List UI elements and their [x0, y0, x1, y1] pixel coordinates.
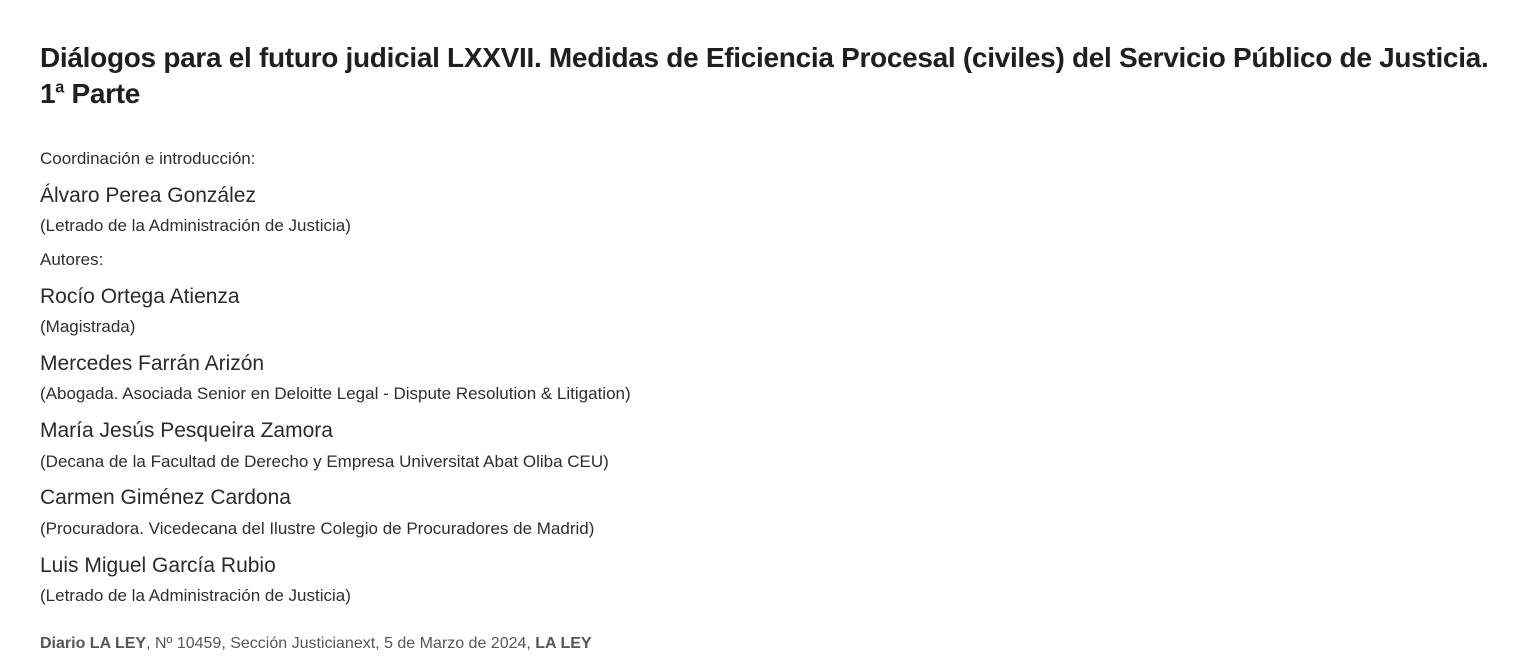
author-name: Carmen Giménez Cardona: [40, 486, 291, 510]
author-role: (Procuradora. Vicedecana del Ilustre Colegio de Procuradores de Madrid): [40, 518, 595, 538]
author-name: Rocío Ortega Atienza: [40, 284, 240, 308]
citation-publication: Diario LA LEY: [40, 634, 147, 652]
author-role: (Abogada. Asociada Senior en Deloitte Legal - Dispute Resolution & Litigation): [40, 384, 631, 404]
citation-publisher: LA LEY: [535, 634, 592, 652]
coordinator-role: (Letrado de la Administración de Justicia): [40, 215, 351, 235]
author-name: María Jesús Pesqueira Zamora: [40, 419, 333, 443]
author-entry: [40, 484, 1500, 540]
author-name: Luis Miguel García Rubio: [40, 553, 276, 577]
author-entry: [40, 350, 1500, 406]
citation-line: [40, 634, 1500, 655]
author-name: Mercedes Farrán Arizón: [40, 352, 265, 375]
authors-label: Autores:: [40, 249, 104, 269]
page-title: [40, 40, 1500, 112]
page-title-part: Parte: [64, 77, 141, 109]
coordination-label: Coordinación e introducción:: [40, 148, 256, 168]
citation-details: , Nº 10459, Sección Justicianext, 5 de Marzo de 2024,: [146, 634, 536, 652]
coordinator-name: Álvaro Perea González: [40, 183, 256, 207]
author-role: (Magistrada): [40, 317, 136, 337]
author-entry: [40, 552, 1500, 608]
page-title-ordinal-superscript: a: [55, 78, 65, 97]
author-role: (Letrado de la Administración de Justicia): [40, 586, 351, 605]
author-role: (Decana de la Facultad de Derecho y Empresa Universitat Abat Oliba CEU): [40, 451, 609, 471]
author-entry: [40, 417, 1500, 473]
author-entry: [40, 283, 1500, 339]
byline-block: [40, 148, 1500, 608]
page-title-main: Diálogos para el futuro judicial LXXVII. Medidas de Eficiencia Procesal (civiles) del Servicio Público de Justicia. 1: [40, 42, 1489, 109]
